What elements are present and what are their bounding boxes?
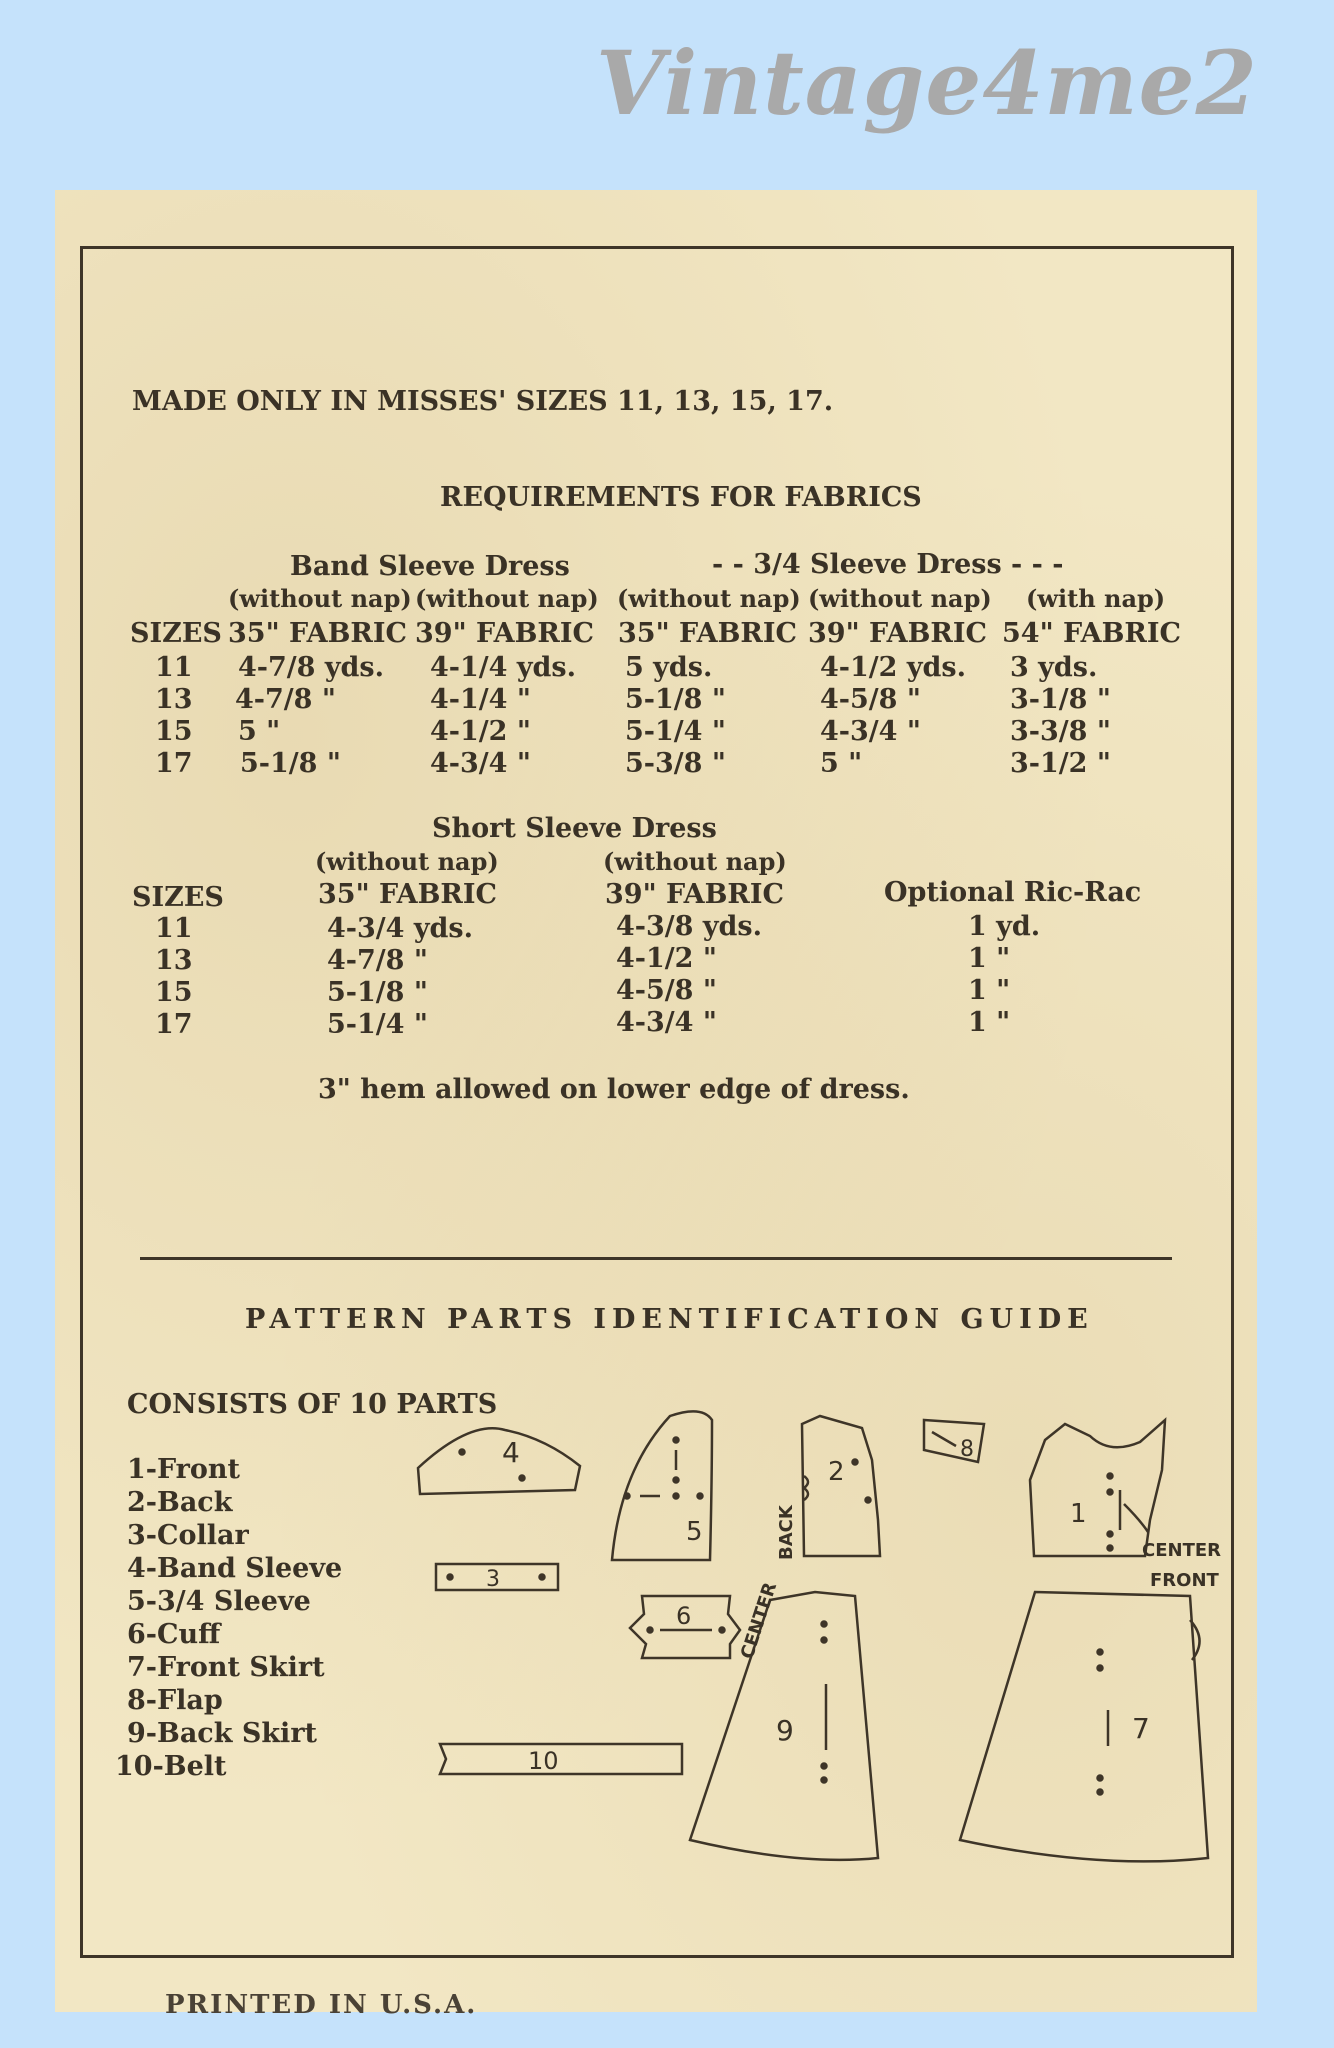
col-header-2: 39" FABRIC [605, 879, 784, 910]
subheader-1: (without nap) [315, 847, 499, 876]
list-item: 6-Cuff [127, 1619, 221, 1650]
cell: 4-7/8 " [327, 945, 428, 976]
requirements-title: REQUIREMENTS FOR FABRICS [440, 482, 922, 513]
cell: 1 " [968, 943, 1011, 974]
piece-number: 10 [528, 1747, 559, 1775]
printed-footer: PRINTED IN U.S.A. [165, 1990, 478, 2020]
back-label: BACK [776, 1505, 797, 1560]
subheader-5: (with nap) [1026, 584, 1166, 613]
cell: 5 " [238, 716, 281, 747]
piece-collar [436, 1564, 558, 1592]
cell: 4-7/8 " [235, 684, 336, 715]
list-item: 3-Collar [127, 1520, 249, 1551]
cell: 4-3/4 " [616, 1007, 717, 1038]
group-band-sleeve: Band Sleeve Dress [290, 551, 570, 582]
subheader-1: (without nap) [228, 584, 412, 613]
list-item: 9-Back Skirt [127, 1718, 318, 1749]
cell-size: 17 [155, 1009, 193, 1040]
piece-back-skirt [690, 1580, 878, 1860]
cell: 4-1/4 yds. [430, 652, 576, 683]
piece-belt [440, 1744, 682, 1775]
watermark-logo: Vintage4me2 [596, 31, 1258, 135]
piece-number: 1 [1070, 1499, 1087, 1529]
cell: 5-1/8 " [240, 748, 341, 779]
cell: 3-1/8 " [1010, 684, 1111, 715]
list-item: 1-Front [127, 1454, 241, 1485]
col-header-3: 35" FABRIC [618, 618, 797, 649]
piece-band-sleeve [418, 1428, 580, 1494]
cell-size: 15 [155, 977, 193, 1008]
piece-back [776, 1416, 880, 1560]
piece-front [1030, 1420, 1221, 1591]
piece-three-quarter-sleeve [612, 1411, 712, 1560]
piece-number: 5 [686, 1517, 703, 1547]
parts-count: CONSISTS OF 10 PARTS [127, 1389, 498, 1420]
cell-size: 13 [155, 945, 193, 976]
list-item: 8-Flap [127, 1685, 223, 1716]
cell: 5-1/4 " [625, 716, 726, 747]
col-header-1: 35" FABRIC [318, 879, 497, 910]
col-header-3: Optional Ric-Rac [884, 877, 1142, 908]
subheader-2: (without nap) [415, 584, 599, 613]
piece-number: 9 [776, 1714, 794, 1747]
col-header-2: 39" FABRIC [415, 618, 594, 649]
piece-number: 2 [828, 1457, 845, 1487]
cell: 4-3/4 " [820, 716, 921, 747]
cell: 4-1/2 " [430, 716, 531, 747]
cell: 4-3/8 yds. [616, 911, 762, 942]
group-three-quarter-sleeve: - - 3/4 Sleeve Dress - - - [712, 549, 1064, 580]
piece-number: 8 [960, 1437, 974, 1462]
piece-flap [924, 1420, 984, 1462]
cell: 3 yds. [1010, 652, 1098, 683]
list-item: 4-Band Sleeve [127, 1553, 343, 1584]
cell-size: 13 [155, 684, 193, 715]
cell: 4-3/4 yds. [327, 913, 473, 944]
cell: 5 yds. [625, 652, 713, 683]
cell: 4-5/8 " [820, 684, 921, 715]
cell: 4-7/8 yds. [238, 652, 384, 683]
col-header-5: 54" FABRIC [1002, 618, 1181, 649]
sizes-note: MADE ONLY IN MISSES' SIZES 11, 13, 15, 17. [132, 386, 834, 417]
cell: 1 " [968, 1007, 1011, 1038]
list-item: 10-Belt [115, 1751, 227, 1782]
list-item: 5-3/4 Sleeve [127, 1586, 311, 1617]
col-sizes: SIZES [132, 882, 224, 913]
cell: 1 " [968, 975, 1011, 1006]
cell: 1 yd. [968, 911, 1041, 942]
cell: 3-3/8 " [1010, 716, 1111, 747]
cell: 4-3/4 " [430, 748, 531, 779]
piece-front-skirt [960, 1592, 1208, 1861]
piece-cuff [630, 1596, 740, 1658]
cell-size: 15 [155, 716, 193, 747]
short-sleeve-title: Short Sleeve Dress [432, 813, 717, 844]
hem-note: 3" hem allowed on lower edge of dress. [318, 1074, 910, 1105]
guide-title: PATTERN PARTS IDENTIFICATION GUIDE [245, 1304, 1094, 1335]
cell-size: 17 [155, 748, 193, 779]
center-label: CENTER [736, 1579, 782, 1662]
piece-number: 3 [486, 1567, 500, 1592]
col-sizes: SIZES [130, 618, 222, 649]
piece-number: 4 [502, 1436, 520, 1469]
cell: 4-5/8 " [616, 975, 717, 1006]
cell: 4-1/2 " [616, 943, 717, 974]
subheader-4: (without nap) [808, 584, 992, 613]
cell: 5-1/8 " [327, 977, 428, 1008]
center-front-label: FRONT [1150, 1570, 1219, 1591]
piece-number: 7 [1132, 1712, 1150, 1745]
col-header-1: 35" FABRIC [228, 618, 407, 649]
col-header-4: 39" FABRIC [808, 618, 987, 649]
center-front-label: CENTER [1142, 1540, 1222, 1561]
cell: 4-1/4 " [430, 684, 531, 715]
cell: 5 " [820, 748, 863, 779]
cell: 5-1/8 " [625, 684, 726, 715]
subheader-2: (without nap) [603, 847, 787, 876]
cell: 5-1/4 " [327, 1009, 428, 1040]
cell: 5-3/8 " [625, 748, 726, 779]
cell: 4-1/2 yds. [820, 652, 966, 683]
piece-number: 6 [676, 1602, 692, 1630]
list-item: 2-Back [127, 1487, 233, 1518]
cell-size: 11 [155, 913, 193, 944]
cell: 3-1/2 " [1010, 748, 1111, 779]
cell-size: 11 [155, 652, 193, 683]
list-item: 7-Front Skirt [127, 1652, 325, 1683]
subheader-3: (without nap) [617, 584, 801, 613]
